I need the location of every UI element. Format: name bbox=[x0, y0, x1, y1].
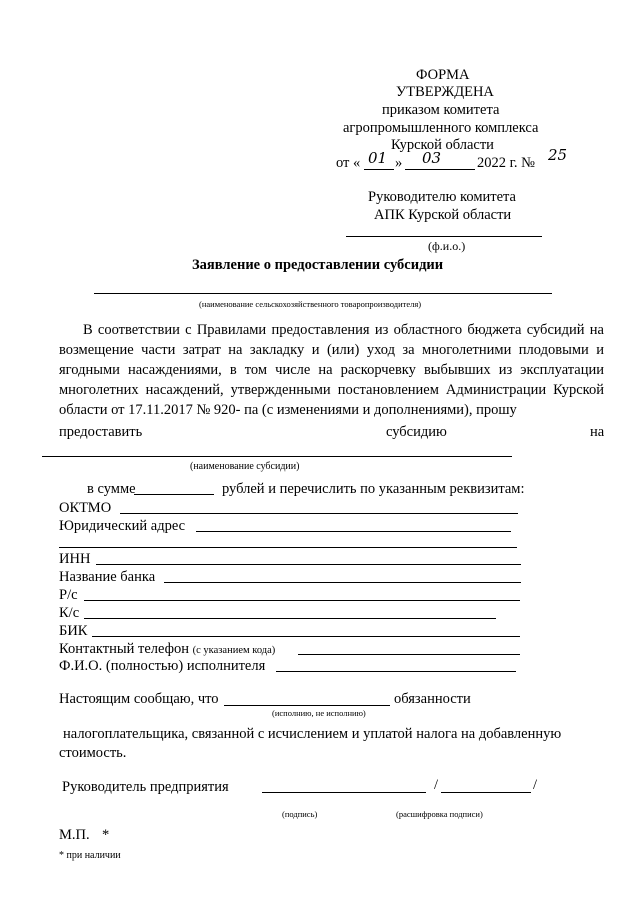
inn-label: ИНН bbox=[59, 551, 91, 567]
phone-label-text: Контактный телефон bbox=[59, 641, 190, 657]
approval-region-line: Курской области bbox=[391, 137, 494, 153]
approval-committee-line: агропромышленного комплекса bbox=[343, 120, 539, 136]
sum-suffix: рублей и перечислить по указанным реквизитам: bbox=[222, 481, 525, 497]
producer-caption: (наименование сельскохозяйственного товаропроизводителя) bbox=[199, 299, 422, 309]
approval-order-line: приказом комитета bbox=[382, 102, 500, 118]
date-month-underline bbox=[405, 169, 475, 170]
signature-underline bbox=[262, 792, 426, 793]
phone-underline bbox=[298, 654, 520, 655]
decode-caption: (расшифровка подписи) bbox=[396, 809, 483, 819]
rs-label: Р/с bbox=[59, 587, 78, 603]
bik-underline bbox=[92, 636, 520, 637]
bik-label: БИК bbox=[59, 623, 88, 639]
notice-suffix: обязанности bbox=[394, 691, 471, 707]
head-label: Руководитель предприятия bbox=[62, 779, 229, 795]
notice-caption: (исполнию, не исполнию) bbox=[272, 708, 366, 718]
producer-underline bbox=[94, 293, 552, 294]
date-month-handwritten: 03 bbox=[422, 149, 442, 167]
ks-label: К/с bbox=[59, 605, 80, 621]
oktmo-label: ОКТМО bbox=[59, 500, 112, 516]
notice-underline bbox=[224, 705, 390, 706]
legal-address-label: Юридический адрес bbox=[59, 518, 186, 534]
date-day-underline bbox=[364, 169, 394, 170]
bank-underline bbox=[164, 582, 521, 583]
signature-caption: (подпись) bbox=[282, 809, 318, 819]
decode-underline bbox=[441, 792, 531, 793]
mp-label: М.П. bbox=[59, 827, 90, 843]
addressee-line1: Руководителю комитета bbox=[368, 189, 516, 205]
rs-underline bbox=[84, 600, 520, 601]
sum-prefix: в сумме bbox=[87, 481, 136, 497]
order-number-handwritten: 25 bbox=[548, 146, 568, 164]
notice-continuation: налогоплательщика, связанной с исчислением и уплатой налога на добавленную стоимость. bbox=[59, 726, 562, 761]
addressee-line2: АПК Курской области bbox=[374, 207, 512, 223]
signature-slash-end: / bbox=[533, 777, 538, 793]
footnote: * при наличии bbox=[59, 850, 121, 861]
executor-label: Ф.И.О. (полностью) исполнителя bbox=[59, 658, 266, 674]
request-word-subsidy: субсидию bbox=[386, 424, 447, 440]
phone-note: (с указанием кода) bbox=[192, 645, 276, 656]
approved-label: УТВЕРЖДЕНА bbox=[396, 84, 494, 100]
oktmo-underline bbox=[120, 513, 518, 514]
request-word-provide: предоставить bbox=[59, 424, 143, 440]
executor-underline bbox=[276, 671, 516, 672]
fio-caption: (ф.и.о.) bbox=[428, 239, 466, 253]
fio-underline bbox=[346, 236, 542, 237]
ks-underline bbox=[84, 618, 496, 619]
date-prefix: от « bbox=[336, 155, 361, 171]
document-title: Заявление о предоставлении субсидии bbox=[192, 257, 444, 273]
mp-star: * bbox=[102, 827, 110, 843]
body-paragraph bbox=[59, 320, 604, 420]
inn-underline bbox=[96, 564, 521, 565]
date-year: 2022 г. № bbox=[477, 155, 536, 171]
notice-prefix: Настоящим сообщаю, что bbox=[59, 691, 219, 707]
date-mid: » bbox=[395, 155, 403, 171]
subsidy-caption: (наименование субсидии) bbox=[190, 461, 300, 472]
legal-address-underline-2 bbox=[59, 547, 517, 548]
body-paragraph-text: В соответствии с Правилами предоставления из областного бюджета субсидий на возмещение части затрат на закладку и (или) уход за многолетними плодовыми и ягодными насаждениями, в том числе на раскорчевку выбывших из эксплуатации многолетних насаждений, утвержденными постановлением Администрации Курской области от 17.11.2017 № 920- па (с изменениями и дополнениями), прошу bbox=[59, 322, 604, 418]
signature-slash: / bbox=[434, 777, 439, 793]
sum-underline bbox=[134, 494, 214, 495]
date-day-handwritten: 01 bbox=[368, 149, 388, 167]
bank-label: Название банка bbox=[59, 569, 156, 585]
request-word-for: на bbox=[590, 424, 605, 440]
subsidy-underline bbox=[42, 456, 512, 457]
legal-address-underline bbox=[196, 531, 511, 532]
form-label: ФОРМА bbox=[416, 67, 470, 83]
